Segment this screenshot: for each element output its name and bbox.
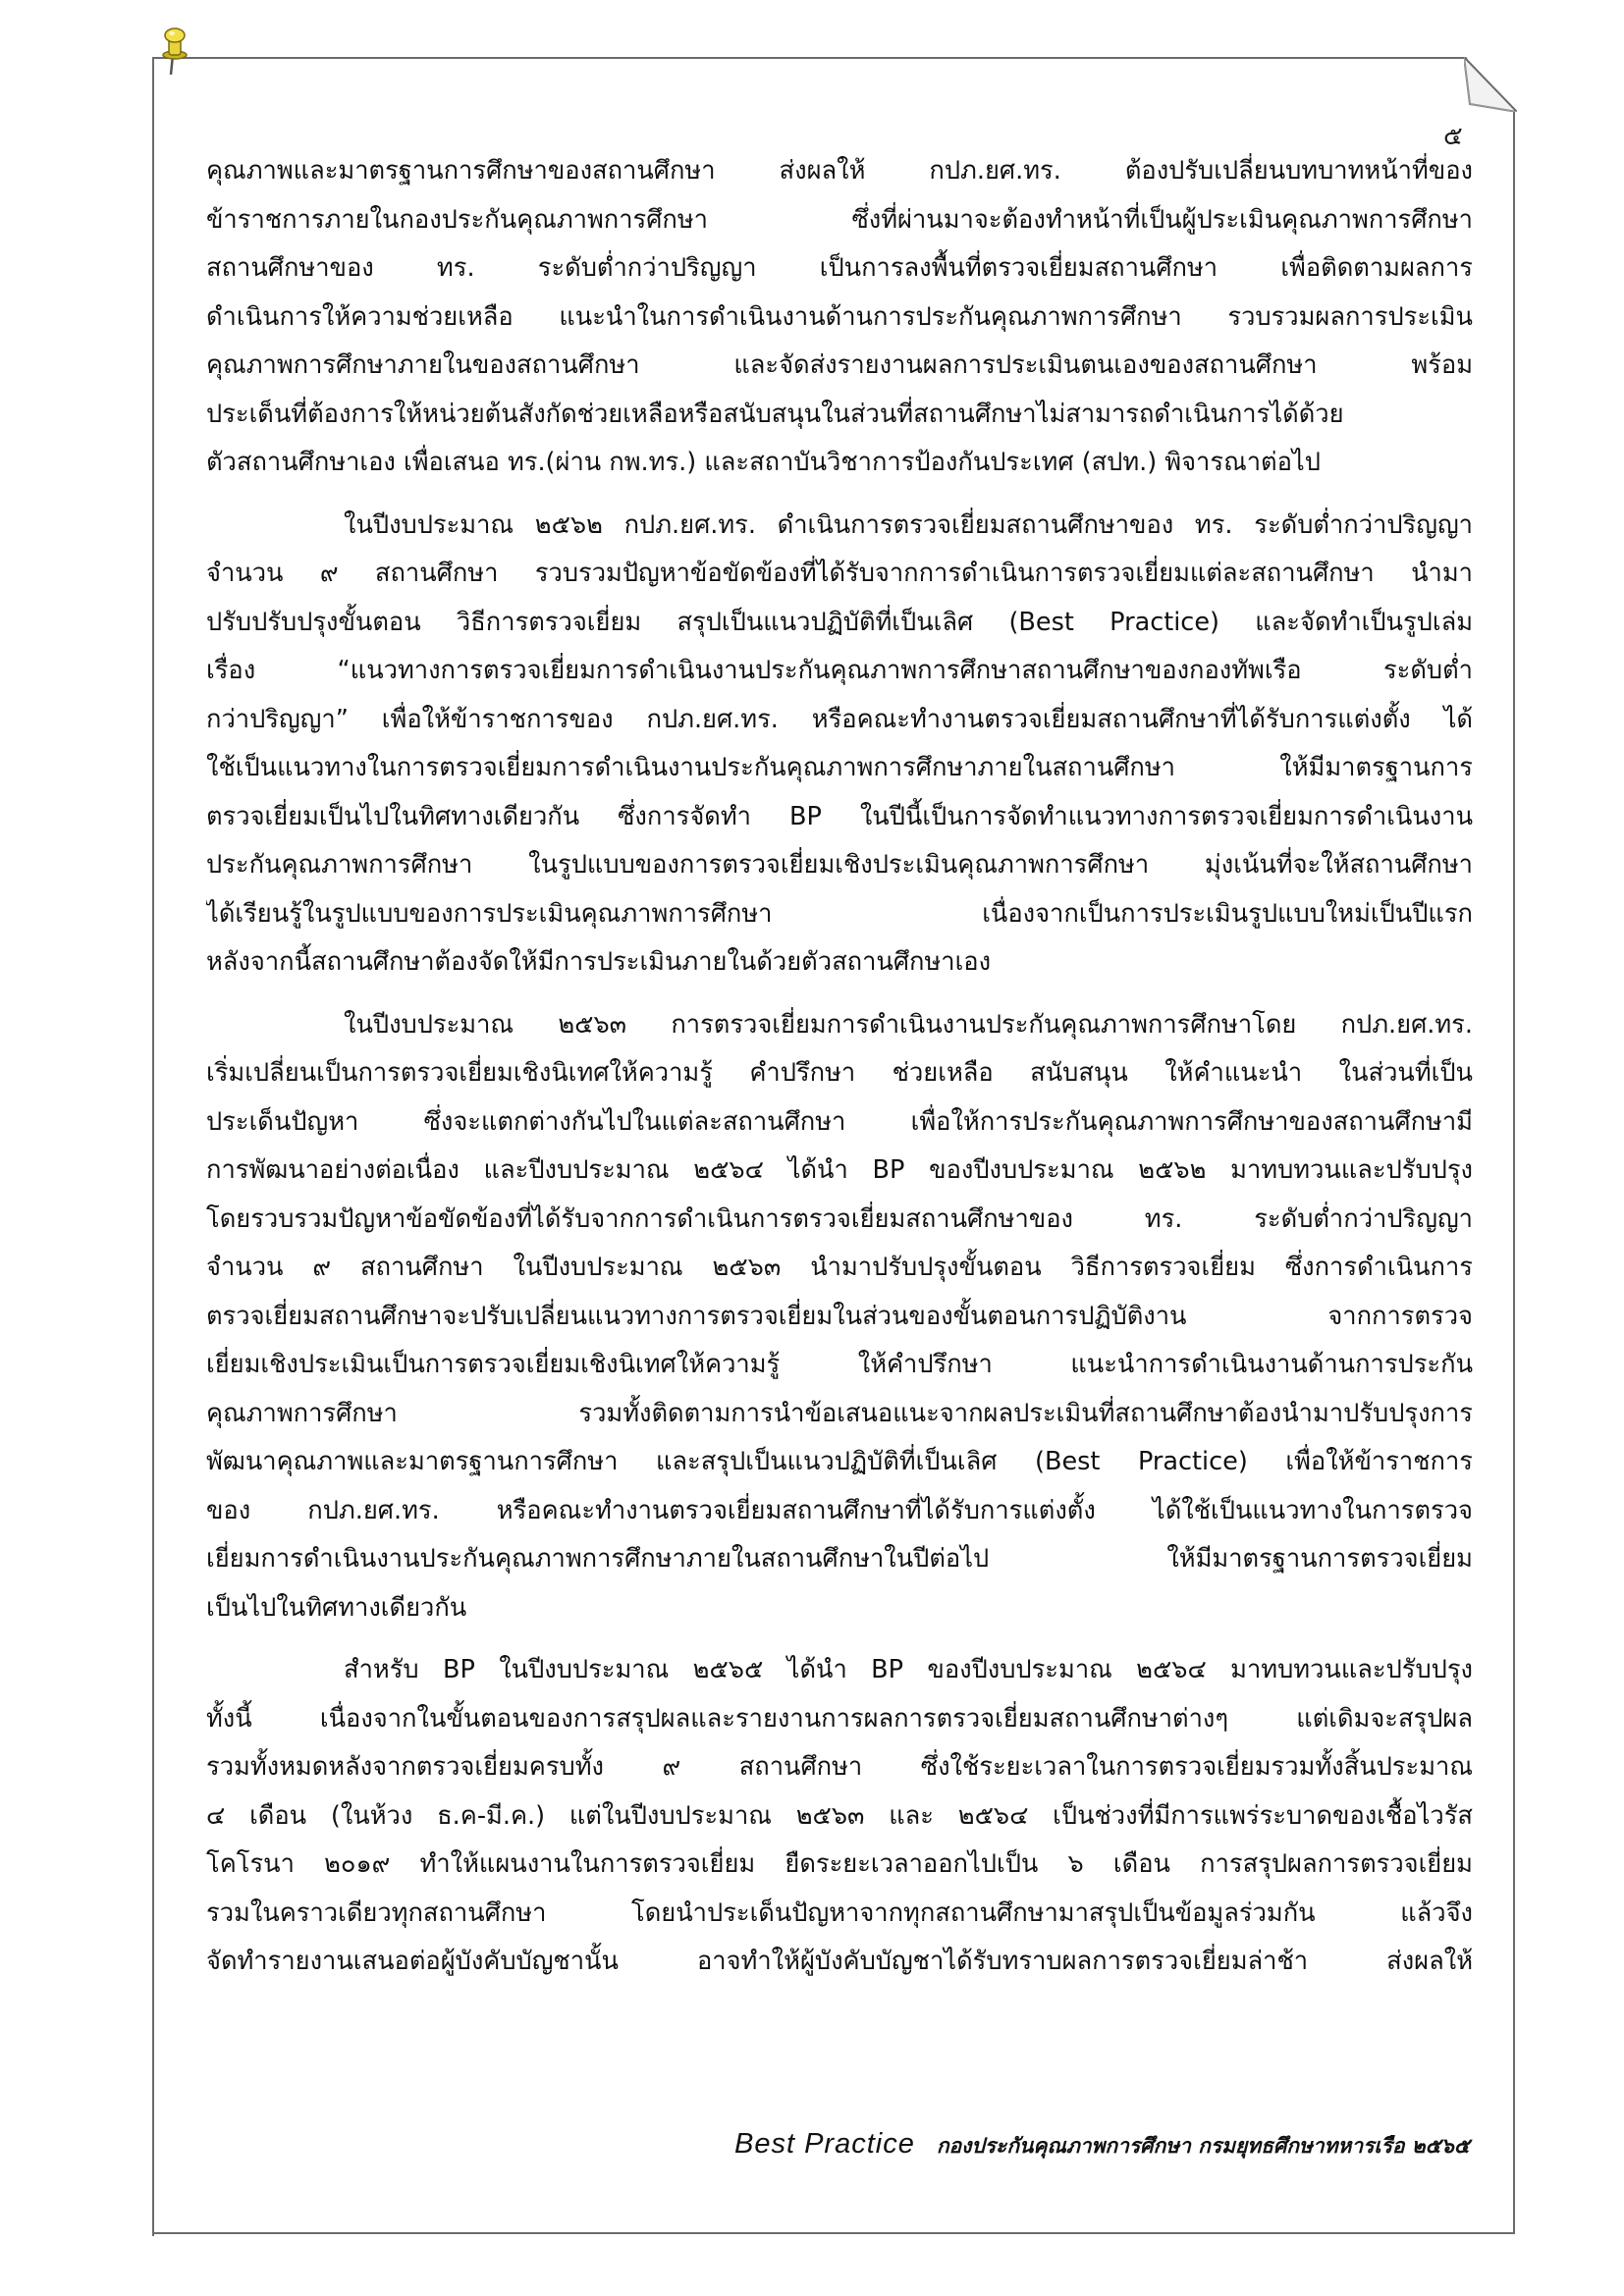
text-line: ประกันคุณภาพการศึกษา ในรูปแบบของการตรวจเยี่ยมเชิงประเมินคุณภาพการศึกษา มุ่งเน้นที่จะให้สถานศึกษา [206, 850, 1473, 880]
page-footer [734, 2128, 1522, 2163]
text-line: ตรวจเยี่ยมสถานศึกษาจะปรับเปลี่ยนแนวทางการตรวจเยี่ยมในส่วนของขั้นตอนการปฏิบัติงาน จากการตรวจ [206, 1301, 1473, 1331]
text-line: พัฒนาคุณภาพและมาตรฐานการศึกษา และสรุปเป็นแนวปฏิบัติที่เป็นเลิศ (Best Practice) เพื่อให้ข้าราชการ [206, 1447, 1473, 1476]
text-line: ๔ เดือน (ในห้วง ธ.ค-มี.ค.) แต่ในปีงบประมาณ ๒๕๖๓ และ ๒๕๖๔ เป็นช่วงที่มีการแพร่ระบาดของเชื้อไวรัส [206, 1800, 1473, 1831]
text-line: สำหรับ BP ในปีงบประมาณ ๒๕๖๕ ได้นำ BP ของปีงบประมาณ ๒๕๖๔ มาทบทวนและปรับปรุง [344, 1655, 1473, 1684]
text-line: เป็นไปในทิศทางเดียวกัน [206, 1592, 467, 1623]
body-text [206, 147, 1473, 2001]
text-line: โคโรนา ๒๐๑๙ ทำให้แผนงานในการตรวจเยี่ยม ยืดระยะเวลาออกไปเป็น ๖ เดือน การสรุปผลการตรวจเยี่ยม [206, 1849, 1473, 1879]
text-line: ดำเนินการให้ความช่วยเหลือ แนะนำในการดำเนินงานด้านการประกันคุณภาพการศึกษา รวบรวมผลการประเมิน [206, 301, 1473, 332]
text-line: กว่าปริญญา” เพื่อให้ข้าราชการของ กปภ.ยศ.ทร. หรือคณะทำงานตรวจเยี่ยมสถานศึกษาที่ได้รับการแต่งตั้ง ได้ [206, 704, 1473, 734]
text-line: ตรวจเยี่ยมเป็นไปในทิศทางเดียวกัน ซึ่งการจัดทำ BP ในปีนี้เป็นการจัดทำแนวทางการตรวจเยี่ยมการดำเนินงาน [206, 801, 1473, 831]
text-line: เยี่ยมการดำเนินงานประกันคุณภาพการศึกษาภายในสถานศึกษาในปีต่อไป ให้มีมาตรฐานการตรวจเยี่ยม [206, 1544, 1473, 1574]
text-line: สถานศึกษาของ ทร. ระดับต่ำกว่าปริญญา เป็นการลงพื้นที่ตรวจเยี่ยมสถานศึกษา เพื่อติดตามผลการ [206, 253, 1473, 283]
paragraph-1 [206, 147, 1473, 488]
page-edge-right [1513, 110, 1515, 2234]
paragraph-2 [206, 502, 1473, 988]
text-line: เยี่ยมเชิงประเมินเป็นการตรวจเยี่ยมเชิงนิเทศให้ความรู้ ให้คำปรึกษา แนะนำการดำเนินงานด้านการประกัน [206, 1350, 1473, 1379]
text-line: ประเด็นปัญหา ซึ่งจะแตกต่างกันไปในแต่ละสถานศึกษา เพื่อให้การประกันคุณภาพการศึกษาของสถานศึกษามี [206, 1106, 1473, 1137]
text-line: ใช้เป็นแนวทางในการตรวจเยี่ยมการดำเนินงานประกันคุณภาพการศึกษาภายในสถานศึกษา ให้มีมาตรฐานการ [206, 753, 1473, 782]
text-line: เริ่มเปลี่ยนเป็นการตรวจเยี่ยมเชิงนิเทศให้ความรู้ คำปรึกษา ช่วยเหลือ สนับสนุน ให้คำแนะนำ ในส่วนที่เป็น [206, 1058, 1473, 1088]
text-line: ของ กปภ.ยศ.ทร. หรือคณะทำงานตรวจเยี่ยมสถานศึกษาที่ได้รับการแต่งตั้ง ได้ใช้เป็นแนวทางในการตรวจ [206, 1495, 1473, 1525]
page-curl-icon [1464, 57, 1517, 112]
text-line: ในปีงบประมาณ ๒๕๖๓ การตรวจเยี่ยมการดำเนินงานประกันคุณภาพการศึกษาโดย กปภ.ยศ.ทร. [344, 1009, 1473, 1040]
text-line: ในปีงบประมาณ ๒๕๖๒ กปภ.ยศ.ทร. ดำเนินการตรวจเยี่ยมสถานศึกษาของ ทร. ระดับต่ำกว่าปริญญา [344, 509, 1473, 540]
text-line: ข้าราชการภายในกองประกันคุณภาพการศึกษา ซึ่งที่ผ่านมาจะต้องทำหน้าที่เป็นผู้ประเมินคุณภาพการศึกษา [206, 204, 1473, 235]
text-line: จัดทำรายงานเสนอต่อผู้บังคับบัญชานั้น อาจทำให้ผู้บังคับบัญชาได้รับทราบผลการตรวจเยี่ยมล่าช้า ส่งผลให้ [206, 1947, 1473, 1976]
text-line: ตัวสถานศึกษาเอง เพื่อเสนอ ทร.(ผ่าน กพ.ทร.) และสถาบันวิชาการป้องกันประเทศ (สปท.) พิจารณาต่อไป [206, 448, 1321, 477]
text-line: จำนวน ๙ สถานศึกษา ในปีงบประมาณ ๒๕๖๓ นำมาปรับปรุงขั้นตอน วิธีการตรวจเยี่ยม ซึ่งการดำเนินการ [206, 1253, 1473, 1282]
text-line: ได้เรียนรู้ในรูปแบบของการประเมินคุณภาพการศึกษา เนื่องจากเป็นการประเมินรูปแบบใหม่เป็นปีแรก [206, 898, 1473, 929]
footer-organization: กองประกันคุณภาพการศึกษา กรมยุทธศึกษาทหารเรือ ๒๕๖๕ [936, 2134, 1470, 2158]
text-line: คุณภาพการศึกษา รวมทั้งติดตามการนำข้อเสนอแนะจากผลประเมินที่สถานศึกษาต้องนำมาปรับปรุงการ [206, 1398, 1473, 1428]
text-line: ประเด็นที่ต้องการให้หน่วยต้นสังกัดช่วยเหลือหรือสนับสนุนในส่วนที่สถานศึกษาไม่สามารถดำเนินการได้ด้วย [206, 399, 1344, 429]
page-number: ๕ [1443, 122, 1463, 151]
text-line: โดยรวบรวมปัญหาข้อขัดข้องที่ได้รับจากการดำเนินการตรวจเยี่ยมสถานศึกษาของ ทร. ระดับต่ำกว่าปริญญา [206, 1203, 1473, 1234]
text-line: เรื่อง “แนวทางการตรวจเยี่ยมการดำเนินงานประกันคุณภาพการศึกษาสถานศึกษาของกองทัพเรือ ระดับต่ำ [206, 656, 1473, 685]
text-line: ปรับปรับปรุงขั้นตอน วิธีการตรวจเยี่ยม สรุปเป็นแนวปฏิบัติที่เป็นเลิศ (Best Practice) และจัดทำเป็นรูปเล่ม [206, 607, 1473, 637]
text-line: หลังจากนี้สถานศึกษาต้องจัดให้มีการประเมินภายในด้วยตัวสถานศึกษาเอง [206, 947, 992, 977]
page-edge-bottom [152, 2232, 1515, 2234]
text-line: คุณภาพการศึกษาภายในของสถานศึกษา และจัดส่งรายงานผลการประเมินตนเองของสถานศึกษา พร้อม [206, 350, 1473, 380]
text-line: คุณภาพและมาตรฐานการศึกษาของสถานศึกษา ส่งผลให้ กปภ.ยศ.ทร. ต้องปรับเปลี่ยนบทบาทหน้าที่ของ [206, 156, 1473, 186]
paragraph-3 [206, 1001, 1473, 1633]
text-line: รวมในคราวเดียวทุกสถานศึกษา โดยนำประเด็นปัญหาจากทุกสถานศึกษามาสรุปเป็นข้อมูลร่วมกัน แล้วจึง [206, 1897, 1473, 1928]
text-line: จำนวน ๙ สถานศึกษา รวบรวมปัญหาข้อขัดข้องที่ได้รับจากการดำเนินการตรวจเยี่ยมแต่ละสถานศึกษา นำมา [206, 559, 1473, 588]
text-line: ทั้งนี้ เนื่องจากในขั้นตอนของการสรุปผลและรายงานการผลการตรวจเยี่ยมสถานศึกษาต่างๆ แต่เดิมจะสรุปผล [206, 1703, 1473, 1734]
text-line: การพัฒนาอย่างต่อเนื่อง และปีงบประมาณ ๒๕๖๔ ได้นำ BP ของปีงบประมาณ ๒๕๖๒ มาทบทวนและปรับปรุง [206, 1155, 1473, 1185]
paragraph-4 [206, 1646, 1473, 1987]
footer-brand: Best Practice [734, 2128, 915, 2160]
text-line: รวมทั้งหมดหลังจากตรวจเยี่ยมครบทั้ง ๙ สถานศึกษา ซึ่งใช้ระยะเวลาในการตรวจเยี่ยมรวมทั้งสิ้นประมาณ [206, 1752, 1473, 1782]
pushpin-icon [157, 26, 192, 77]
